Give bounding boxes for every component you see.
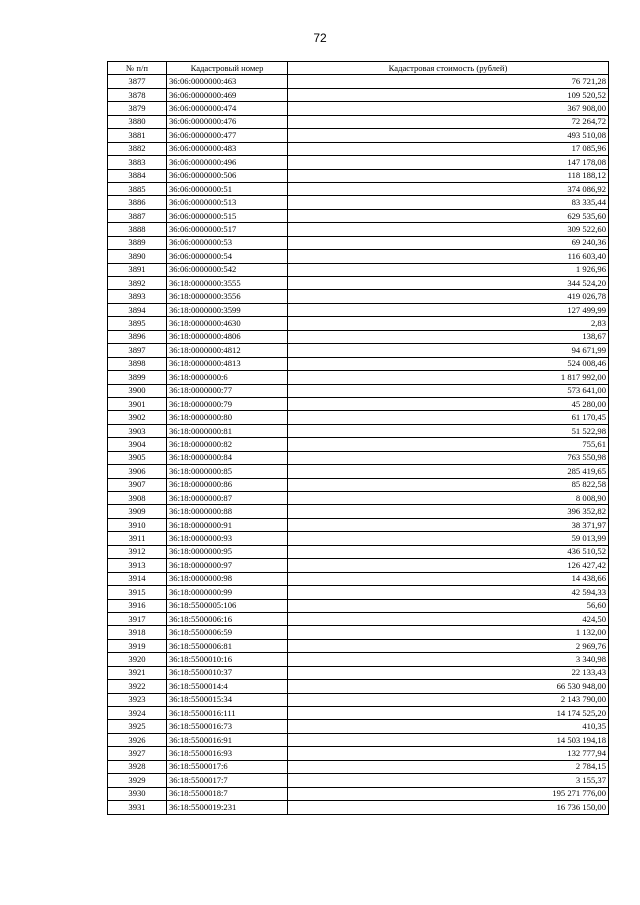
cadastral-number: 36:18:0000000:81 <box>167 424 288 437</box>
row-index: 3891 <box>108 263 167 276</box>
cadastral-value: 14 174 525,20 <box>288 707 609 720</box>
row-index: 3902 <box>108 411 167 424</box>
table-row <box>108 559 609 572</box>
row-index: 3903 <box>108 424 167 437</box>
cadastral-value: 45 280,00 <box>288 397 609 410</box>
cadastral-number: 36:18:0000000:80 <box>167 411 288 424</box>
cadastral-value: 56,60 <box>288 599 609 612</box>
cadastral-number: 36:06:0000000:463 <box>167 75 288 88</box>
cadastral-number: 36:18:0000000:4812 <box>167 344 288 357</box>
table-header-row <box>108 62 609 75</box>
row-index: 3888 <box>108 223 167 236</box>
table-row <box>108 572 609 585</box>
cadastral-value: 17 085,96 <box>288 142 609 155</box>
cadastral-value: 424,50 <box>288 612 609 625</box>
table-row <box>108 693 609 706</box>
page-number: 72 <box>313 31 327 45</box>
cadastral-number: 36:18:5500015:34 <box>167 693 288 706</box>
table-row <box>108 115 609 128</box>
table-row <box>108 129 609 142</box>
cadastral-value: 419 026,78 <box>288 290 609 303</box>
column-header-index: № п/п <box>108 62 167 75</box>
table-row <box>108 599 609 612</box>
row-index: 3877 <box>108 75 167 88</box>
cadastral-value: 344 524,20 <box>288 277 609 290</box>
cadastral-number: 36:18:0000000:84 <box>167 451 288 464</box>
table-row <box>108 612 609 625</box>
row-index: 3878 <box>108 88 167 101</box>
cadastral-value: 195 271 776,00 <box>288 787 609 800</box>
cadastral-value: 147 178,08 <box>288 156 609 169</box>
cadastral-number: 36:18:0000000:4630 <box>167 317 288 330</box>
table-row <box>108 747 609 760</box>
table-row <box>108 626 609 639</box>
table-row <box>108 680 609 693</box>
table-body <box>108 75 609 814</box>
table-row <box>108 397 609 410</box>
table-row <box>108 330 609 343</box>
cadastral-number: 36:06:0000000:54 <box>167 250 288 263</box>
cadastral-number: 36:18:5500014:4 <box>167 680 288 693</box>
table-row <box>108 787 609 800</box>
cadastral-value: 116 603,40 <box>288 250 609 263</box>
cadastral-number: 36:18:0000000:3556 <box>167 290 288 303</box>
cadastral-value: 22 133,43 <box>288 666 609 679</box>
row-index: 3916 <box>108 599 167 612</box>
row-index: 3881 <box>108 129 167 142</box>
row-index: 3887 <box>108 209 167 222</box>
cadastral-value: 2 784,15 <box>288 760 609 773</box>
row-index: 3889 <box>108 236 167 249</box>
cadastral-value: 374 086,92 <box>288 182 609 195</box>
row-index: 3900 <box>108 384 167 397</box>
row-index: 3898 <box>108 357 167 370</box>
cadastral-value: 493 510,08 <box>288 129 609 142</box>
cadastral-number: 36:18:5500006:81 <box>167 639 288 652</box>
cadastral-number: 36:18:5500005:106 <box>167 599 288 612</box>
cadastral-number: 36:18:5500016:73 <box>167 720 288 733</box>
row-index: 3904 <box>108 438 167 451</box>
table-row <box>108 75 609 88</box>
cadastral-value: 51 522,98 <box>288 424 609 437</box>
cadastral-value: 138,67 <box>288 330 609 343</box>
cadastral-value: 629 535,60 <box>288 209 609 222</box>
cadastral-number: 36:18:5500006:16 <box>167 612 288 625</box>
table-row <box>108 102 609 115</box>
cadastral-number: 36:18:0000000:86 <box>167 478 288 491</box>
cadastral-number: 36:18:5500016:111 <box>167 707 288 720</box>
table-row <box>108 357 609 370</box>
row-index: 3899 <box>108 371 167 384</box>
row-index: 3879 <box>108 102 167 115</box>
cadastral-number: 36:18:0000000:3599 <box>167 303 288 316</box>
cadastral-value: 1 926,96 <box>288 263 609 276</box>
table-row <box>108 290 609 303</box>
cadastral-value: 16 736 150,00 <box>288 801 609 814</box>
table-row <box>108 451 609 464</box>
row-index: 3922 <box>108 680 167 693</box>
cadastral-number: 36:18:0000000:6 <box>167 371 288 384</box>
row-index: 3896 <box>108 330 167 343</box>
cadastral-value: 132 777,94 <box>288 747 609 760</box>
cadastral-number: 36:06:0000000:513 <box>167 196 288 209</box>
cadastral-value: 59 013,99 <box>288 532 609 545</box>
cadastral-number: 36:18:5500018:7 <box>167 787 288 800</box>
cadastral-value: 2,83 <box>288 317 609 330</box>
table-row <box>108 666 609 679</box>
table-row <box>108 277 609 290</box>
table-row <box>108 465 609 478</box>
table-row <box>108 371 609 384</box>
cadastral-number: 36:18:0000000:4806 <box>167 330 288 343</box>
table-row <box>108 156 609 169</box>
table-row <box>108 707 609 720</box>
cadastral-number: 36:18:0000000:4813 <box>167 357 288 370</box>
row-index: 3913 <box>108 559 167 572</box>
cadastral-number: 36:06:0000000:51 <box>167 182 288 195</box>
row-index: 3890 <box>108 250 167 263</box>
row-index: 3911 <box>108 532 167 545</box>
table-row <box>108 250 609 263</box>
cadastral-value: 8 008,90 <box>288 492 609 505</box>
cadastral-value: 126 427,42 <box>288 559 609 572</box>
cadastral-value: 573 641,00 <box>288 384 609 397</box>
cadastral-value: 1 132,00 <box>288 626 609 639</box>
row-index: 3921 <box>108 666 167 679</box>
cadastral-number: 36:18:5500019:231 <box>167 801 288 814</box>
cadastral-number: 36:18:5500006:59 <box>167 626 288 639</box>
cadastral-number: 36:06:0000000:474 <box>167 102 288 115</box>
row-index: 3910 <box>108 518 167 531</box>
row-index: 3929 <box>108 774 167 787</box>
row-index: 3906 <box>108 465 167 478</box>
cadastral-value-table <box>107 61 609 815</box>
table-row <box>108 518 609 531</box>
table-row <box>108 182 609 195</box>
cadastral-value: 3 340,98 <box>288 653 609 666</box>
row-index: 3895 <box>108 317 167 330</box>
row-index: 3882 <box>108 142 167 155</box>
cadastral-number: 36:06:0000000:496 <box>167 156 288 169</box>
cadastral-value: 14 503 194,18 <box>288 733 609 746</box>
table-row <box>108 236 609 249</box>
table-row <box>108 478 609 491</box>
cadastral-number: 36:18:5500010:16 <box>167 653 288 666</box>
cadastral-value: 76 721,28 <box>288 75 609 88</box>
cadastral-value: 61 170,45 <box>288 411 609 424</box>
row-index: 3918 <box>108 626 167 639</box>
table-row <box>108 774 609 787</box>
column-header-cadastral-number: Кадастровый номер <box>167 62 288 75</box>
column-header-cadastral-value: Кадастровая стоимость (рублей) <box>288 62 609 75</box>
table-row <box>108 303 609 316</box>
table-row <box>108 88 609 101</box>
table-row <box>108 720 609 733</box>
cadastral-number: 36:18:0000000:97 <box>167 559 288 572</box>
table-row <box>108 317 609 330</box>
row-index: 3892 <box>108 277 167 290</box>
table-row <box>108 639 609 652</box>
row-index: 3880 <box>108 115 167 128</box>
cadastral-value: 38 371,97 <box>288 518 609 531</box>
cadastral-value: 285 419,65 <box>288 465 609 478</box>
table-row <box>108 344 609 357</box>
cadastral-value: 755,61 <box>288 438 609 451</box>
cadastral-number: 36:06:0000000:53 <box>167 236 288 249</box>
cadastral-value: 14 438,66 <box>288 572 609 585</box>
cadastral-number: 36:06:0000000:469 <box>167 88 288 101</box>
row-index: 3925 <box>108 720 167 733</box>
cadastral-value: 72 264,72 <box>288 115 609 128</box>
table-row <box>108 733 609 746</box>
cadastral-number: 36:18:0000000:98 <box>167 572 288 585</box>
table-row <box>108 760 609 773</box>
cadastral-value: 1 817 992,00 <box>288 371 609 384</box>
cadastral-number: 36:06:0000000:483 <box>167 142 288 155</box>
cadastral-value: 367 908,00 <box>288 102 609 115</box>
cadastral-number: 36:18:0000000:79 <box>167 397 288 410</box>
table-row <box>108 438 609 451</box>
row-index: 3885 <box>108 182 167 195</box>
cadastral-value: 3 155,37 <box>288 774 609 787</box>
table-row <box>108 223 609 236</box>
row-index: 3909 <box>108 505 167 518</box>
cadastral-number: 36:18:5500016:91 <box>167 733 288 746</box>
cadastral-value: 109 520,52 <box>288 88 609 101</box>
cadastral-number: 36:18:0000000:85 <box>167 465 288 478</box>
table-row <box>108 169 609 182</box>
cadastral-number: 36:18:5500016:93 <box>167 747 288 760</box>
cadastral-value: 42 594,33 <box>288 586 609 599</box>
table-row <box>108 209 609 222</box>
row-index: 3923 <box>108 693 167 706</box>
cadastral-number: 36:18:0000000:95 <box>167 545 288 558</box>
row-index: 3901 <box>108 397 167 410</box>
cadastral-value: 410,35 <box>288 720 609 733</box>
table-row <box>108 532 609 545</box>
cadastral-value: 127 499,99 <box>288 303 609 316</box>
table-row <box>108 384 609 397</box>
row-index: 3926 <box>108 733 167 746</box>
row-index: 3893 <box>108 290 167 303</box>
table-row <box>108 545 609 558</box>
table-row <box>108 263 609 276</box>
table-row <box>108 424 609 437</box>
row-index: 3928 <box>108 760 167 773</box>
cadastral-value: 2 143 790,00 <box>288 693 609 706</box>
row-index: 3915 <box>108 586 167 599</box>
cadastral-number: 36:18:0000000:93 <box>167 532 288 545</box>
row-index: 3894 <box>108 303 167 316</box>
table-row <box>108 653 609 666</box>
row-index: 3919 <box>108 639 167 652</box>
cadastral-number: 36:06:0000000:517 <box>167 223 288 236</box>
cadastral-number: 36:18:5500017:7 <box>167 774 288 787</box>
cadastral-number: 36:18:0000000:91 <box>167 518 288 531</box>
cadastral-number: 36:18:0000000:77 <box>167 384 288 397</box>
table-row <box>108 411 609 424</box>
cadastral-value: 763 550,98 <box>288 451 609 464</box>
row-index: 3905 <box>108 451 167 464</box>
row-index: 3907 <box>108 478 167 491</box>
cadastral-value: 2 969,76 <box>288 639 609 652</box>
table-row <box>108 586 609 599</box>
table-row <box>108 142 609 155</box>
row-index: 3920 <box>108 653 167 666</box>
cadastral-number: 36:06:0000000:506 <box>167 169 288 182</box>
row-index: 3927 <box>108 747 167 760</box>
row-index: 3924 <box>108 707 167 720</box>
row-index: 3886 <box>108 196 167 209</box>
cadastral-value: 85 822,58 <box>288 478 609 491</box>
row-index: 3908 <box>108 492 167 505</box>
row-index: 3931 <box>108 801 167 814</box>
row-index: 3917 <box>108 612 167 625</box>
cadastral-value: 83 335,44 <box>288 196 609 209</box>
cadastral-value: 94 671,99 <box>288 344 609 357</box>
cadastral-number: 36:18:5500017:6 <box>167 760 288 773</box>
cadastral-value: 436 510,52 <box>288 545 609 558</box>
cadastral-number: 36:06:0000000:542 <box>167 263 288 276</box>
cadastral-number: 36:18:0000000:87 <box>167 492 288 505</box>
cadastral-number: 36:18:0000000:99 <box>167 586 288 599</box>
cadastral-value: 396 352,82 <box>288 505 609 518</box>
row-index: 3912 <box>108 545 167 558</box>
cadastral-number: 36:18:5500010:37 <box>167 666 288 679</box>
row-index: 3930 <box>108 787 167 800</box>
row-index: 3883 <box>108 156 167 169</box>
cadastral-value: 66 530 948,00 <box>288 680 609 693</box>
row-index: 3897 <box>108 344 167 357</box>
cadastral-value: 118 188,12 <box>288 169 609 182</box>
table-row <box>108 492 609 505</box>
cadastral-number: 36:18:0000000:82 <box>167 438 288 451</box>
row-index: 3914 <box>108 572 167 585</box>
cadastral-value: 69 240,36 <box>288 236 609 249</box>
table-row <box>108 196 609 209</box>
cadastral-number: 36:06:0000000:477 <box>167 129 288 142</box>
cadastral-number: 36:06:0000000:515 <box>167 209 288 222</box>
table-row <box>108 801 609 814</box>
table-row <box>108 505 609 518</box>
cadastral-number: 36:18:0000000:3555 <box>167 277 288 290</box>
cadastral-value: 309 522,60 <box>288 223 609 236</box>
cadastral-value: 524 008,46 <box>288 357 609 370</box>
cadastral-number: 36:06:0000000:476 <box>167 115 288 128</box>
row-index: 3884 <box>108 169 167 182</box>
cadastral-number: 36:18:0000000:88 <box>167 505 288 518</box>
